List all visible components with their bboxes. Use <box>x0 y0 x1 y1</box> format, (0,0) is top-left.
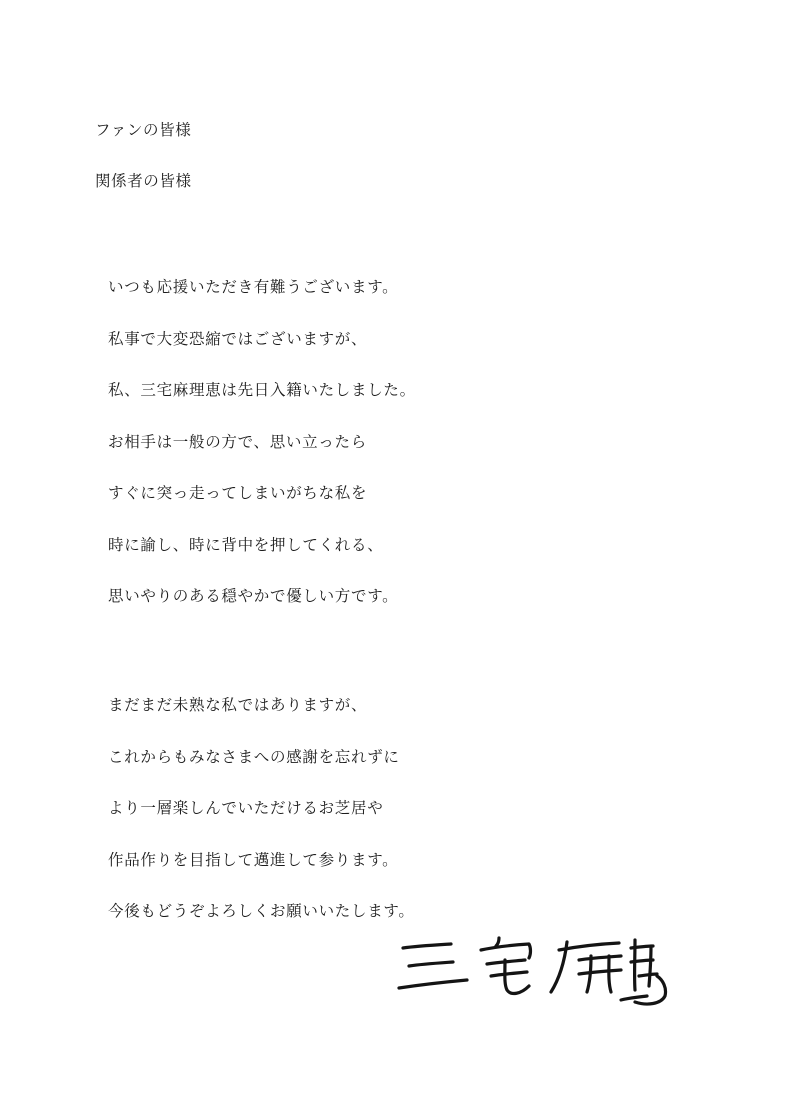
paragraph-line: 私事で大変恐縮ではございますが、 <box>108 330 368 348</box>
paragraph-one <box>108 262 728 623</box>
paragraph-line: お相手は一般の方で、思い立ったら <box>108 433 367 451</box>
paragraph-line: 思いやりのある穏やかで優しい方です。 <box>108 588 399 605</box>
paragraph-line: すぐに突っ走ってしまいがちな私を <box>108 485 368 502</box>
paragraph-line: 今後もどうぞよろしくお願いいたします。 <box>108 903 415 920</box>
paragraph-line: これからもみなさまへの感謝を忘れずに <box>108 748 400 766</box>
paragraph-line: より一層楽しんでいただけるお芝居や <box>108 800 384 817</box>
paragraph-line: 私、三宅麻理恵は先日入籍いたしました。 <box>108 382 416 399</box>
paragraph-line: いつも応援いただき有難うございます。 <box>108 279 399 296</box>
paragraph-line: 作品作りを目指して邁進して参ります。 <box>108 851 399 869</box>
paragraph-line: まだまだ未熟な私ではありますが、 <box>108 697 368 714</box>
paragraph-line: 時に諭し、時に背中を押してくれる、 <box>108 536 384 554</box>
signature <box>395 930 695 1020</box>
salutation-block <box>95 105 695 207</box>
salutation-line: ファンの皆様 <box>95 122 192 139</box>
salutation-line: 関係者の皆様 <box>95 173 192 190</box>
paragraph-two <box>108 680 728 938</box>
